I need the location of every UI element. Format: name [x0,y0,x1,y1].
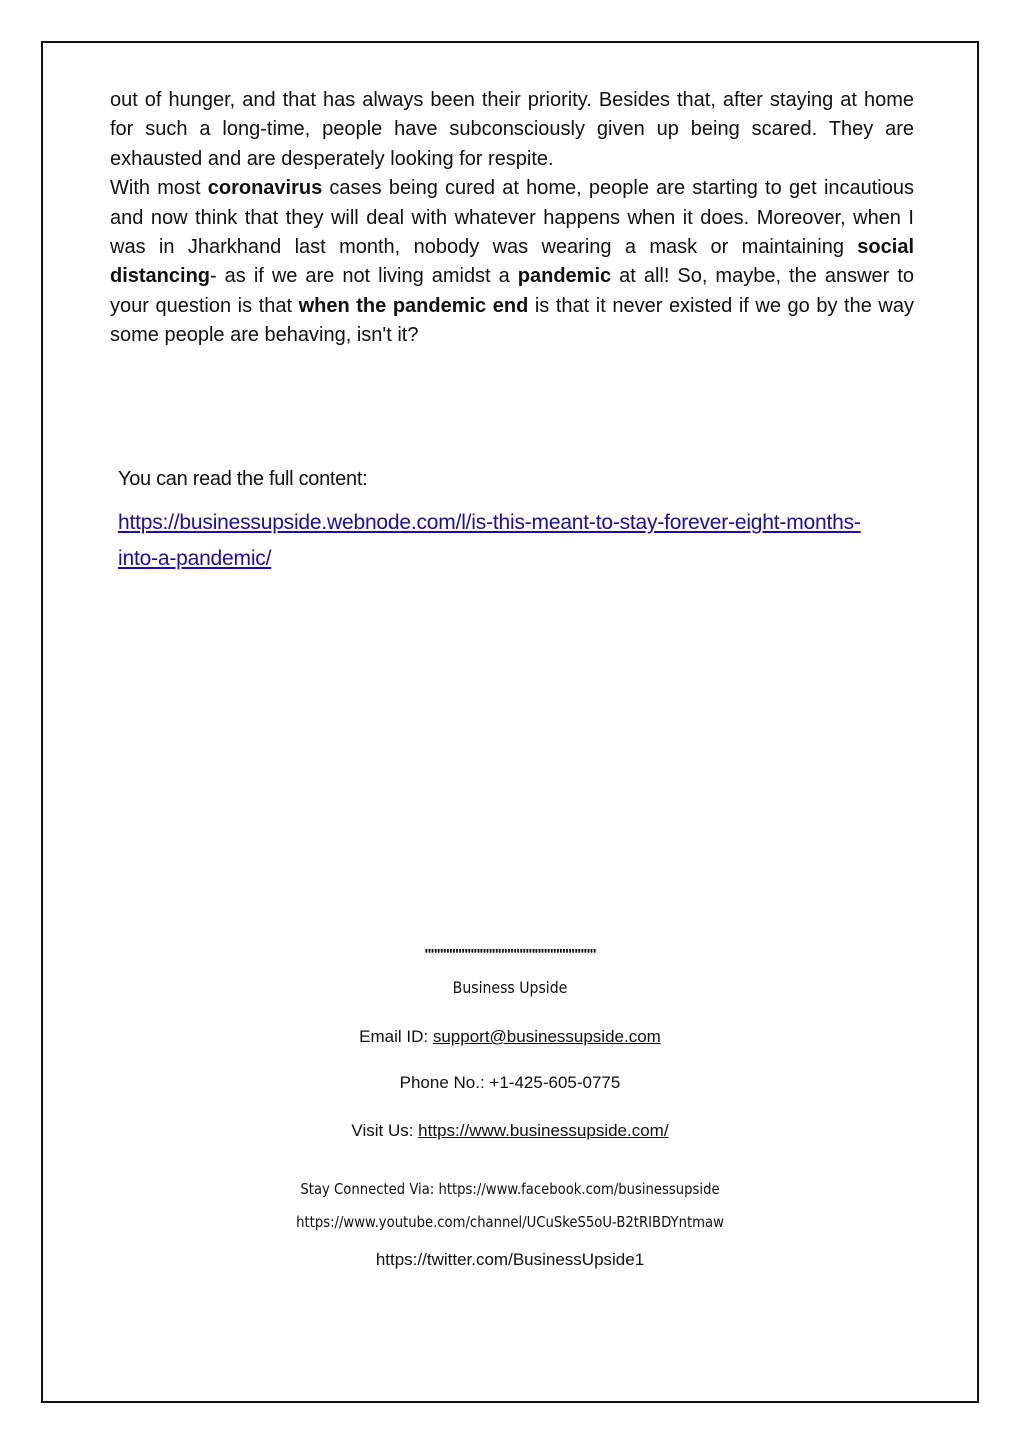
bold-coronavirus: coronavirus [207,177,323,200]
footer-visit [41,1121,979,1141]
visit-label: Visit Us: [351,1121,419,1140]
read-more-label: You can read the full content: [118,468,368,490]
paragraph-1: out of hunger, and that has always been their priority. Besides that, after staying at home for such a long-time, people have subconsciously given up being scared. They are exhausted and are desperately looking for respite. [110,89,914,170]
article-body [110,86,914,351]
paragraph-2 [110,174,914,350]
footer-youtube: https://www.youtube.com/channel/UCuSkeS5oU-B2tRIBDYntmaw [296,1213,724,1231]
text-run: cases being cured at home, people are starting to get incautious and now think that they will deal with whatever happens when it does. Moreover, when I was in Jharkhand last month, nobody was wearing a mask or maintaining [110,177,914,259]
footer-brand: Business Upside [452,978,568,997]
article-link[interactable]: https://businessupside.webnode.com/l/is-this-meant-to-stay-forever-eight-months-into-a-pandemic/ [118,511,861,570]
bold-when-pandemic-end: when the pandemic end [298,294,529,317]
text-run: is that it never existed if we go by the way some people are behaving, isn't it? [110,294,914,347]
email-link[interactable]: support@businessupside.com [432,1027,661,1046]
footer-facebook: Stay Connected Via: https://www.facebook.com/businessupside [300,1180,720,1198]
footer-phone: Phone No.: +1-425-605-0775 [399,1073,621,1092]
text-run: at all! So, maybe, the answer to your question is that [110,265,914,317]
text-run: - as if we are not living amidst a [210,265,518,288]
email-label: Email ID: [359,1027,433,1046]
footer-email [41,1027,979,1047]
footer-separator: """""""""""""""""""""""""""" [424,946,596,963]
bold-pandemic: pandemic [517,265,612,288]
footer-twitter: https://twitter.com/BusinessUpside1 [375,1250,645,1269]
text-run: With most [110,177,208,200]
bold-social-distancing: social distancing [110,236,914,288]
website-link[interactable]: https://www.businessupside.com/ [418,1121,669,1140]
